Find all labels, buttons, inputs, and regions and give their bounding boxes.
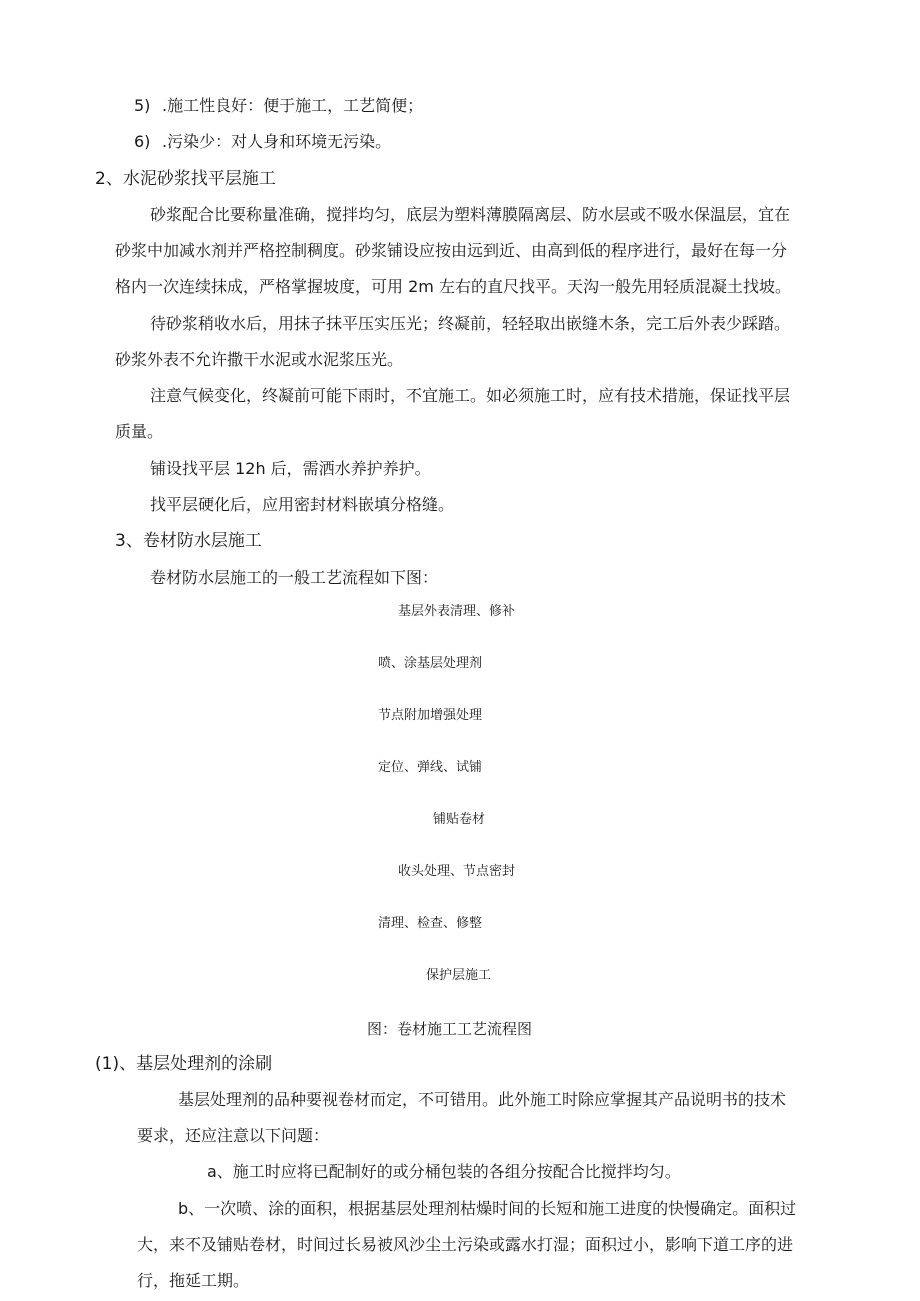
flow-step: 铺贴卷材 xyxy=(433,812,486,827)
paragraph-line: 砂浆配合比要称量准确，搅拌均匀，底层为塑料薄膜隔离层、防水层或不吸水保温层，宜在 xyxy=(150,205,791,224)
list-item-text: .施工性良好：便于施工，工艺简便； xyxy=(162,96,424,115)
paragraph-line: 格内一次连续抹成，严格掌握坡度，可用 2m 左右的直尺找平。天沟一般先用轻质混凝土找坡。 xyxy=(115,277,791,296)
paragraph-line: 基层处理剂的品种要视卷材而定，不可错用。此外施工时除应掌握其产品说明书的技术 xyxy=(178,1090,787,1109)
section-heading: 2、水泥砂浆找平层施工 xyxy=(95,169,276,189)
paragraph-line: a、施工时应将已配制好的或分桶包装的各组分按配合比搅拌均匀。 xyxy=(207,1162,681,1181)
paragraph-line: 砂浆外表不允许撒干水泥或水泥浆压光。 xyxy=(115,350,404,369)
subsection-heading: (1)、基层处理剂的涂刷 xyxy=(95,1054,273,1074)
flow-step: 喷、涂基层处理剂 xyxy=(378,656,483,671)
paragraph-line: 待砂浆稍收水后，用抹子抹平压实压光；终凝前，轻轻取出嵌缝木条，完工后外表少踩踏。 xyxy=(150,314,791,333)
paragraph-line: 注意气候变化，终凝前可能下雨时，不宜施工。如必须施工时，应有技术措施，保证找平层 xyxy=(150,386,791,405)
paragraph-line: b、一次喷、涂的面积，根据基层处理剂枯燥时间的长短和施工进度的快慢确定。面积过 xyxy=(178,1199,797,1218)
paragraph-line: 要求，还应注意以下问题： xyxy=(137,1126,330,1145)
flow-step: 基层外表清理、修补 xyxy=(398,604,516,619)
paragraph-line: 铺设找平层 12h 后，需洒水养护养护。 xyxy=(150,459,431,478)
paragraph-line: 质量。 xyxy=(115,422,164,441)
flow-step: 节点附加增强处理 xyxy=(378,708,483,723)
flow-step: 清理、检查、修整 xyxy=(378,916,483,931)
list-item-num: 6) xyxy=(134,132,151,151)
paragraph-line: 大，来不及铺贴卷材，时间过长易被风沙尘土污染或露水打湿；面积过小，影响下道工序的进 xyxy=(137,1235,794,1254)
flow-step: 保护层施工 xyxy=(426,968,492,983)
figure-caption: 图：卷材施工工艺流程图 xyxy=(367,1020,533,1038)
flow-step: 收头处理、节点密封 xyxy=(398,864,516,879)
paragraph-line: 行，拖延工期。 xyxy=(137,1271,250,1290)
section-heading: 3、卷材防水层施工 xyxy=(115,531,262,551)
flow-step: 定位、弹线、试铺 xyxy=(378,760,483,775)
paragraph-line: 找平层硬化后，应用密封材料嵌填分格缝。 xyxy=(150,495,455,514)
paragraph-line: 卷材防水层施工的一般工艺流程如下图： xyxy=(150,568,439,587)
list-item-text: .污染少：对人身和环境无污染。 xyxy=(162,132,392,151)
paragraph-line: 砂浆中加减水剂并严格控制稠度。砂浆铺设应按由远到近、由高到低的程序进行，最好在每一分 xyxy=(115,241,788,260)
list-item-num: 5) xyxy=(134,96,151,115)
